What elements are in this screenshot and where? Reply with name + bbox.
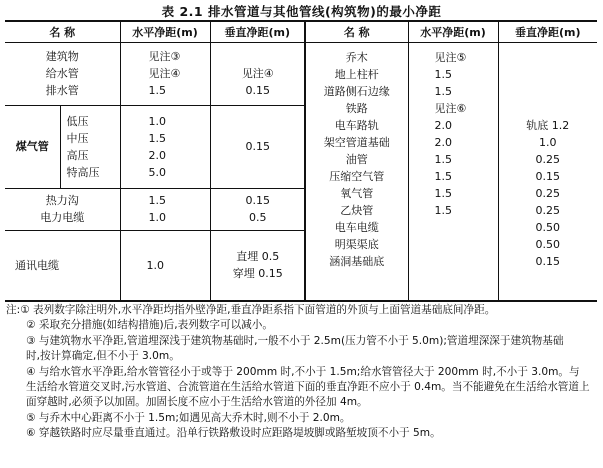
note-6: ⑥ 穿越铁路时应尽量垂直通过。沿单行铁路敷设时应距路堤坡脚或路堑坡顶不小于 5m。 (26, 427, 441, 440)
h-building: 见注③ (148, 50, 181, 64)
v-acetylene-pipe: 0.25 (535, 204, 560, 217)
h-heat-trench: 1.5 (148, 194, 166, 207)
h-overhead-foundation: 2.0 (434, 136, 452, 149)
h-oil-pipe: 1.5 (434, 153, 452, 166)
header-row (5, 21, 597, 43)
v-power-cable: 0.5 (249, 211, 267, 224)
name-tree: 乔木 (345, 51, 368, 64)
name-railway: 铁路 (345, 102, 368, 115)
h-water-pipe: 见注④ (148, 67, 181, 81)
h-tree: 见注⑤ (434, 51, 467, 64)
gas-high: 高压 (66, 148, 89, 162)
header-name-right: 名 称 (305, 21, 408, 43)
header-h-left: 水平净距(m) (120, 21, 210, 43)
gas-ultra: 特高压 (66, 165, 100, 179)
h-curb: 1.5 (434, 85, 452, 98)
v-telecom-direct: 直埋 0.5 (236, 250, 280, 264)
name-drain-pipe: 排水管 (45, 84, 79, 98)
name-telecom-cable: 通讯电缆 (5, 230, 120, 300)
v-curb (501, 83, 596, 100)
table-notes (6, 303, 596, 442)
v-tram-cable: 0.50 (535, 221, 560, 234)
v-railway (501, 100, 596, 117)
body-row (5, 43, 597, 302)
h-drain-pipe: 1.5 (148, 84, 166, 98)
name-pole: 地上柱杆 (334, 68, 379, 81)
v-gas: 0.15 (210, 105, 305, 188)
v-pole (501, 66, 596, 83)
name-compressed-air: 压缩空气管 (329, 170, 385, 183)
v-overhead-foundation: 1.0 (539, 136, 557, 149)
name-heat-trench: 热力沟 (45, 194, 79, 207)
name-open-channel: 明渠渠底 (334, 238, 379, 251)
v-culvert: 0.15 (535, 255, 560, 268)
h-gas-low: 1.0 (148, 114, 166, 128)
note-5: ⑤ 与乔木中心距离不小于 1.5m;如遇见高大乔木时,则不小于 2.0m。 (26, 411, 351, 424)
h-railway: 见注⑥ (434, 102, 467, 115)
v-drain-pipe: 0.15 (245, 84, 270, 98)
v-oxygen-pipe: 0.25 (535, 187, 560, 200)
v-tree (501, 49, 596, 66)
h-power-cable: 1.0 (148, 211, 166, 224)
v-compressed-air: 0.15 (535, 170, 560, 183)
name-acetylene-pipe: 乙炔管 (340, 204, 374, 217)
group-gas-pipe (5, 105, 305, 188)
name-oxygen-pipe: 氧气管 (340, 187, 374, 200)
h-tram-rail: 2.0 (434, 119, 452, 132)
h-gas-high: 2.0 (148, 148, 166, 162)
name-curb: 道路侧石边缘 (323, 85, 390, 98)
name-overhead-foundation: 架空管道基础 (323, 136, 390, 149)
note-4-cont-1: 生活给水管道交叉时,污水管道、合流管道在生活给水管道下面的垂直净距不应小于 0.4m。当不能避免在生活给水管道上 (26, 381, 590, 394)
note-1: 注:① 表列数字除注明外,水平净距均指外壁净距,垂直净距系指下面管道的外顶与上面管道基础底间净距。 (6, 304, 496, 316)
v-building (213, 48, 304, 65)
name-tram-rail: 电车路轨 (334, 119, 379, 132)
name-water-pipe: 给水管 (45, 67, 79, 81)
h-culvert (435, 253, 496, 270)
group-building-water-drain (5, 43, 305, 105)
gas-low: 低压 (66, 114, 89, 128)
v-telecom-conduit: 穿埋 0.15 (232, 267, 283, 281)
h-gas-mid: 1.5 (148, 131, 166, 145)
header-v-right: 垂直净距(m) (498, 21, 597, 43)
h-oxygen-pipe: 1.5 (434, 187, 452, 200)
note-4: ④ 与给水管水平净距,给水管管径小于或等于 200mm 时,不小于 1.5m;给水管管径大于 200mm 时,不小于 3.0m。与 (26, 365, 580, 378)
h-acetylene-pipe: 1.5 (434, 204, 452, 217)
table-title: 表 2.1 排水管道与其他管线(构筑物)的最小净距 (161, 4, 442, 19)
v-tram-rail: 轨底 1.2 (526, 119, 570, 132)
v-heat-trench: 0.15 (245, 194, 270, 207)
clearance-table (5, 20, 597, 302)
h-tram-cable (435, 219, 496, 236)
v-oil-pipe: 0.25 (535, 153, 560, 166)
header-h-right: 水平净距(m) (408, 21, 498, 43)
name-building: 建筑物 (45, 50, 79, 64)
h-telecom-cable: 1.0 (120, 230, 210, 300)
gas-pipe-label: 煤气管 (5, 105, 60, 188)
h-compressed-air: 1.5 (434, 170, 452, 183)
group-telecom (5, 230, 305, 300)
note-4-cont-2: 面穿越时,必须予以加固。加固长度不应小于生活给水管道的外径加 4m。 (26, 396, 368, 409)
v-open-channel: 0.50 (535, 238, 560, 251)
note-3-cont: 时,按计算确定,但不小于 3.0m。 (26, 350, 180, 363)
h-gas-ultra: 5.0 (148, 165, 166, 179)
h-pole: 1.5 (434, 68, 452, 81)
header-name-left: 名 称 (5, 21, 120, 43)
gas-mid: 中压 (66, 131, 89, 145)
name-power-cable: 电力电缆 (40, 211, 85, 224)
name-oil-pipe: 油管 (345, 153, 368, 166)
name-culvert: 涵洞基础底 (329, 255, 385, 268)
note-2: ② 采取充分措施(如结构措施)后,表列数字可以减小。 (26, 319, 273, 332)
note-3: ③ 与建筑物水平净距,管道埋深浅于建筑物基础时,一般不小于 2.5m(压力管不小于 5.0m);管道埋深深于建筑物基础 (26, 334, 564, 347)
group-heat-power (5, 188, 305, 230)
header-v-left: 垂直净距(m) (210, 21, 305, 43)
name-tram-cable: 电车电缆 (334, 221, 379, 234)
h-open-channel (435, 236, 496, 253)
v-water-pipe: 见注④ (241, 67, 274, 81)
